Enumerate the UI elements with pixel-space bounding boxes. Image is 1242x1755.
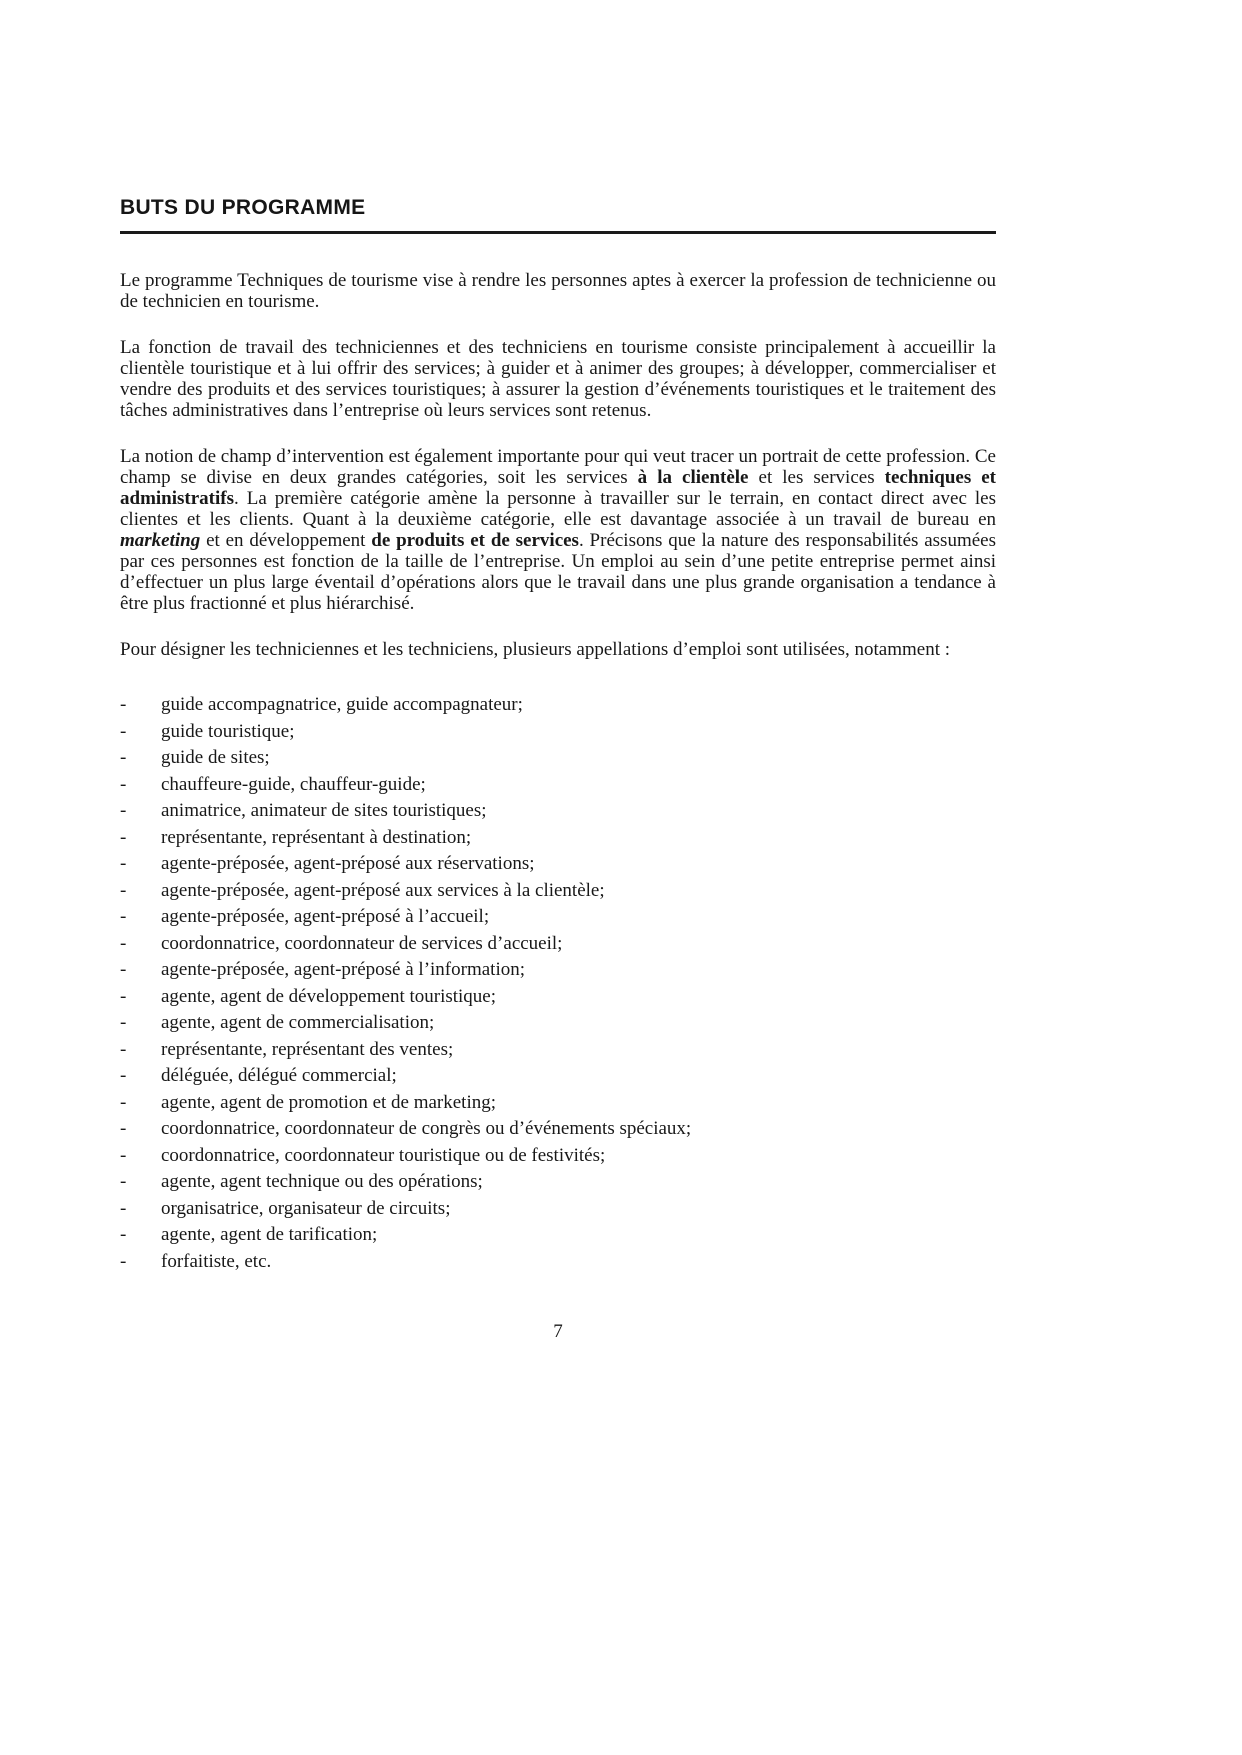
list-item xyxy=(120,1196,996,1223)
list-marker: - xyxy=(120,1224,127,1245)
emphasized-text: marketing xyxy=(120,530,201,551)
list-item xyxy=(120,692,996,719)
list-marker: - xyxy=(120,1012,127,1033)
body-text: et en développement xyxy=(200,530,372,551)
list-item-text: représentante, représentant des ventes; xyxy=(161,1038,454,1060)
list-item xyxy=(120,1010,996,1037)
list-item-text: agente, agent de tarification; xyxy=(161,1224,378,1245)
list-marker: - xyxy=(120,985,127,1007)
list-item xyxy=(120,957,996,984)
list-item xyxy=(120,745,996,772)
list-marker: - xyxy=(120,1091,127,1113)
body-paragraphs xyxy=(120,270,996,660)
page-content xyxy=(120,196,996,1343)
list-marker: - xyxy=(120,694,127,715)
body-text: Le programme Techniques de tourisme vise à rendre les personnes aptes à exercer la profession de technicienne ou de technicien en tourisme. xyxy=(120,270,996,312)
list-marker: - xyxy=(120,959,127,980)
list-item xyxy=(120,1116,996,1143)
list-marker: - xyxy=(120,1250,127,1272)
list-item xyxy=(120,931,996,958)
body-text: . Précisons que la nature des responsabilités assumées par ces personnes est fonction de la taille de l’entreprise. Un emploi au sein d’une petite entreprise permet ainsi d’effectuer un plus large éventail d’opérations alors que le travail dans une plus grande organisation a tendance à être plus fractionné et plus hiérarchisé. xyxy=(120,530,996,614)
list-marker: - xyxy=(120,1038,127,1060)
list-marker: - xyxy=(120,1171,127,1192)
list-item xyxy=(120,1143,996,1170)
list-item-text: agente, agent de développement touristique; xyxy=(161,985,497,1007)
list-item-text: déléguée, délégué commercial; xyxy=(161,1065,397,1086)
list-item-text: guide de sites; xyxy=(161,747,270,768)
list-item-text: représentante, représentant à destination; xyxy=(161,826,472,848)
paragraph xyxy=(120,639,996,660)
list-marker: - xyxy=(120,853,127,874)
list-item xyxy=(120,798,996,825)
body-text: La notion de champ d’intervention est également importante pour qui veut tracer un portrait de cette profession. Ce champ se divise en deux grandes catégories, soit les services xyxy=(120,446,996,488)
list-item xyxy=(120,984,996,1011)
emphasized-text: techniques et administratifs xyxy=(120,467,997,509)
list-item xyxy=(120,825,996,852)
list-marker: - xyxy=(120,1144,127,1166)
body-text: et les services xyxy=(748,467,885,488)
emphasized-text: de produits et de services xyxy=(371,530,579,551)
list-item-text: guide accompagnatrice, guide accompagnateur; xyxy=(161,694,523,715)
list-marker: - xyxy=(120,800,127,821)
list-marker: - xyxy=(120,773,127,795)
list-item-text: organisatrice, organisateur de circuits; xyxy=(161,1197,451,1219)
list-item xyxy=(120,1063,996,1090)
body-text: . La première catégorie amène la personne à travailler sur le terrain, en contact direct avec les clientes et les clients. Quant à la deuxième catégorie, elle est davantage associée à un travail de bureau en xyxy=(120,488,996,530)
list-item-text: agente-préposée, agent-préposé aux services à la clientèle; xyxy=(161,879,605,901)
paragraph xyxy=(120,446,996,614)
list-item xyxy=(120,719,996,746)
body-text: Pour désigner les techniciennes et les techniciens, plusieurs appellations d’emploi sont utilisées, notamment : xyxy=(120,639,951,660)
list-item xyxy=(120,878,996,905)
list-item-text: guide touristique; xyxy=(161,720,295,742)
list-item-text: coordonnatrice, coordonnateur de services d’accueil; xyxy=(161,932,563,954)
paragraph xyxy=(120,337,996,421)
section-heading: BUTS DU PROGRAMME xyxy=(120,196,366,219)
list-marker: - xyxy=(120,932,127,954)
list-item xyxy=(120,1037,996,1064)
list-item xyxy=(120,1222,996,1249)
list-item-text: agente-préposée, agent-préposé aux réservations; xyxy=(161,853,535,874)
list-marker: - xyxy=(120,1065,127,1086)
list-item-text: agente-préposée, agent-préposé à l’information; xyxy=(161,959,526,980)
paragraph xyxy=(120,270,996,312)
list-item-text: agente, agent de promotion et de marketing; xyxy=(161,1091,497,1113)
list-marker: - xyxy=(120,1197,127,1219)
list-item-text: agente, agent technique ou des opérations; xyxy=(161,1171,483,1192)
job-titles-list xyxy=(120,692,996,1275)
list-item xyxy=(120,772,996,799)
list-item xyxy=(120,1090,996,1117)
list-item-text: agente-préposée, agent-préposé à l’accueil; xyxy=(161,906,490,927)
list-item-text: forfaitiste, etc. xyxy=(161,1250,272,1272)
list-marker: - xyxy=(120,879,127,901)
page-number: 7 xyxy=(553,1321,563,1342)
list-item-text: agente, agent de commercialisation; xyxy=(161,1012,435,1033)
list-marker: - xyxy=(120,826,127,848)
list-marker: - xyxy=(120,747,127,768)
list-marker: - xyxy=(120,1118,127,1139)
list-item xyxy=(120,904,996,931)
list-item-text: coordonnatrice, coordonnateur touristique ou de festivités; xyxy=(161,1144,606,1166)
list-item xyxy=(120,851,996,878)
list-item xyxy=(120,1169,996,1196)
emphasized-text: à la clientèle xyxy=(637,467,749,488)
list-item-text: chauffeure-guide, chauffeur-guide; xyxy=(161,773,426,795)
body-text: La fonction de travail des techniciennes et des techniciens en tourisme consiste principalement à accueillir la clientèle touristique et à lui offrir des services; à guider et à animer des groupes; à développer, commercialiser et vendre des produits et des services touristiques; à assurer la gestion d’événements touristiques et le traitement des tâches administratives dans l’entreprise où leurs services sont retenus. xyxy=(120,337,996,421)
list-item-text: coordonnatrice, coordonnateur de congrès ou d’événements spéciaux; xyxy=(161,1118,692,1139)
list-marker: - xyxy=(120,720,127,742)
list-item xyxy=(120,1249,996,1276)
list-marker: - xyxy=(120,906,127,927)
heading-rule xyxy=(120,231,996,234)
list-item-text: animatrice, animateur de sites touristiques; xyxy=(161,800,487,821)
